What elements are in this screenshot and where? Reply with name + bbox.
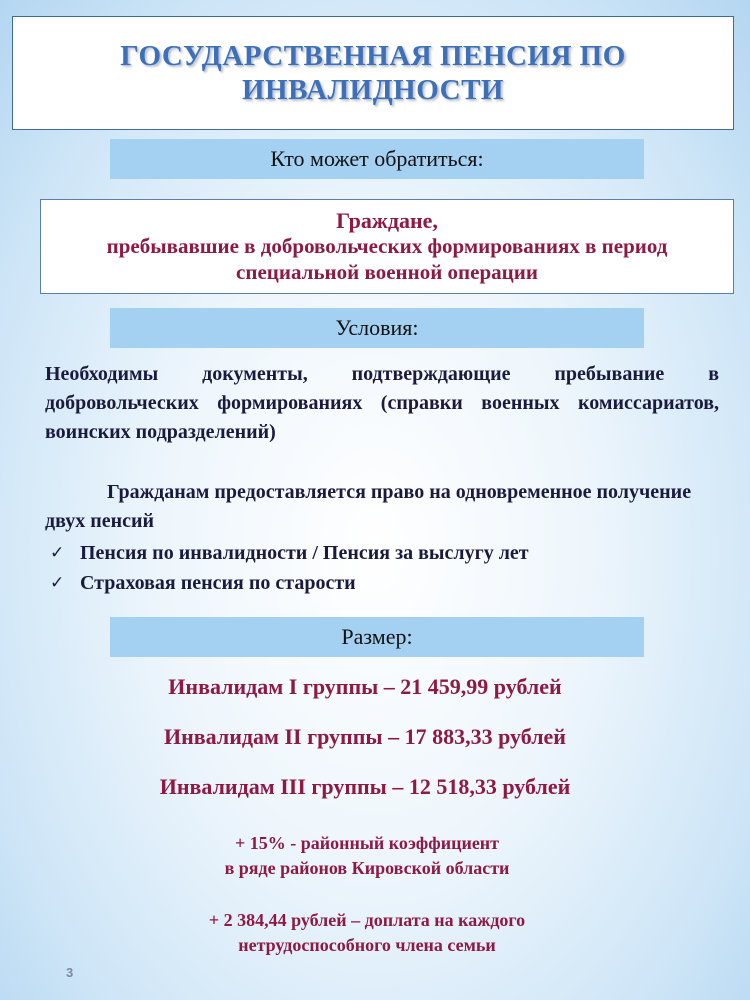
- conditions-section-header: Условия:: [110, 308, 644, 348]
- who-section-header: Кто может обратиться:: [110, 139, 644, 179]
- amount-group-2: Инвалидам II группы – 17 883,33 рублей: [164, 724, 566, 749]
- pension-checklist: [45, 538, 719, 598]
- list-item: [45, 568, 719, 598]
- regional-coefficient-line-2: в ряде районов Кировской области: [224, 858, 510, 878]
- citizens-line-1: Граждане,: [336, 208, 438, 233]
- amount-group-1: Инвалидам I группы – 21 459,99 рублей: [168, 674, 562, 699]
- family-supplement-note: [0, 908, 742, 958]
- conditions-paragraph-two-pensions: [45, 478, 719, 536]
- regional-coefficient-line-1: + 15% - районный коэффициент: [234, 833, 500, 853]
- citizens-line-2: пребывавшие в добровольческих формированиях в период: [106, 234, 668, 258]
- amount-group-3: Инвалидам III группы – 12 518,33 рублей: [159, 774, 571, 799]
- page-title-line-1: ГОСУДАРСТВЕННАЯ ПЕНСИЯ ПО: [120, 40, 626, 72]
- title-box: [12, 16, 734, 130]
- conditions-paragraph-documents: [45, 360, 719, 447]
- citizens-line-3: специальной военной операции: [236, 260, 538, 284]
- list-item-label: Пенсия по инвалидности / Пенсия за выслугу лет: [80, 542, 529, 564]
- check-icon: ✓: [50, 543, 65, 563]
- family-supplement-line-1: + 2 384,44 рублей – доплата на каждого: [208, 910, 526, 930]
- conditions-paragraph-1-text: Необходимы документы, подтверждающие пребывание в добровольческих формированиях (справки военных комиссариатов, воинских подразделений): [45, 363, 719, 443]
- regional-coefficient-note: [0, 831, 742, 881]
- size-section-header: Размер:: [110, 617, 644, 657]
- list-item: [45, 538, 719, 568]
- list-item-label: Страховая пенсия по старости: [80, 572, 356, 594]
- check-icon: ✓: [50, 573, 65, 593]
- page-title-line-2: ИНВАЛИДНОСТИ: [241, 74, 504, 106]
- eligible-citizens-box: [40, 199, 734, 294]
- family-supplement-line-2: нетрудоспособного члена семьи: [238, 935, 496, 955]
- page-number: 3: [66, 965, 74, 980]
- conditions-paragraph-2-text: Гражданам предоставляется право на одновременное получение двух пенсий: [45, 481, 692, 532]
